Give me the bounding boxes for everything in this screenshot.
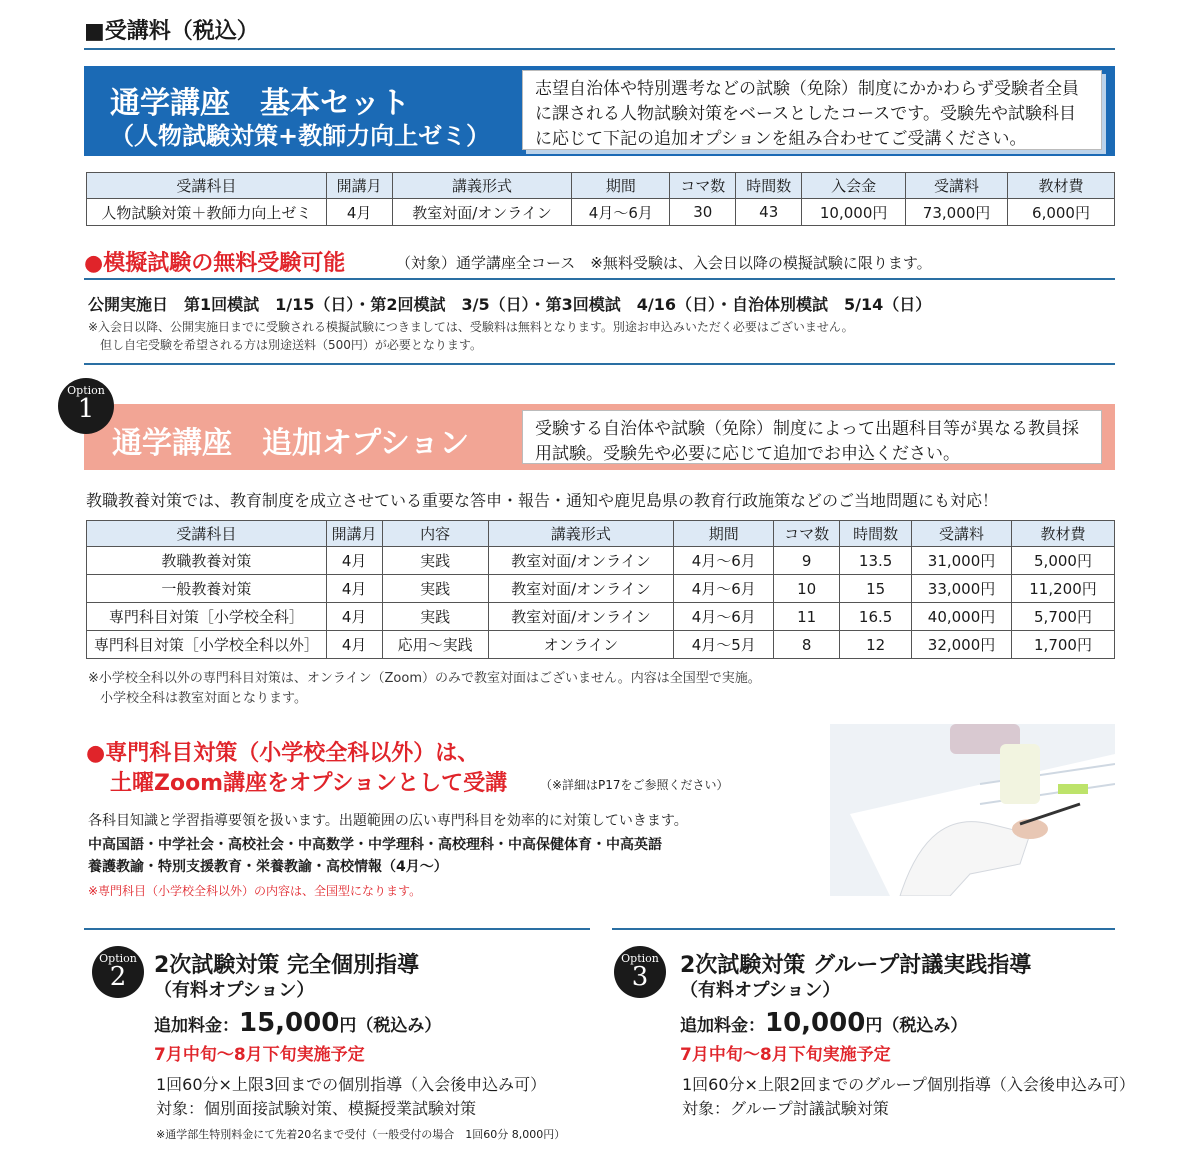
badge-label: Option: [621, 952, 659, 965]
table-cell: 教職教養対策: [87, 547, 327, 575]
table-cell: 4月: [326, 631, 382, 659]
table-cell: 73,000円: [906, 199, 1008, 226]
table-cell: 43: [736, 199, 802, 226]
table-row: [87, 199, 1115, 226]
divider: [84, 278, 1115, 280]
fee-amount: 10,000: [765, 1008, 866, 1038]
table-cell: 4月: [326, 575, 382, 603]
option2-detail: 1回60分×上限3回までの個別指導（入会後申込み可）: [156, 1075, 547, 1094]
table-cell: 4月: [326, 547, 382, 575]
header-cell: 期間: [572, 173, 670, 199]
table-cell: 4月〜5月: [674, 631, 774, 659]
header-cell: 時間数: [840, 521, 912, 547]
fee-unit: 円（税込み）: [339, 1016, 442, 1036]
basic-description: 志望自治体や特別選考などの試験（免除）制度にかかわらず受験者全員に課される人物試験対策をベースとしたコースです。受験先や試験科目に応じて下記の追加オプションを組み合わせてご受講ください。: [522, 70, 1102, 150]
table-cell: 教室対面/オンライン: [488, 575, 674, 603]
table-cell: 13.5: [840, 547, 912, 575]
mock-subtitle: （対象）通学講座全コース ※無料受験は、入会日以降の模擬試験に限ります。: [396, 254, 932, 272]
table-cell: 教室対面/オンライン: [392, 199, 572, 226]
table-cell: 一般教養対策: [87, 575, 327, 603]
table-cell: 4月〜6月: [674, 547, 774, 575]
table-cell: 8: [774, 631, 840, 659]
table-cell: 4月〜6月: [674, 575, 774, 603]
table-cell: 32,000円: [912, 631, 1012, 659]
table-cell: 1,700円: [1012, 631, 1115, 659]
table-row: [87, 603, 1115, 631]
mock-schedule: 公開実施日 第1回模試 1/15（日）・第2回模試 3/5（日）・第3回模試 4/16（日）・自治体別模試 5/14（日）: [88, 295, 932, 314]
header-cell: 受講料: [912, 521, 1012, 547]
option2-title: 2次試験対策 完全個別指導: [154, 953, 419, 978]
divider: [612, 928, 1115, 930]
header-cell: コマ数: [774, 521, 840, 547]
table-cell: 実践: [382, 547, 488, 575]
header-cell: 内容: [382, 521, 488, 547]
header-cell: 入会金: [802, 173, 906, 199]
table-cell: 11: [774, 603, 840, 631]
table-cell: 応用〜実践: [382, 631, 488, 659]
zoom-title: 土曜Zoom講座をオプションとして受講: [110, 771, 508, 796]
option1-note: 小学校全科は教室対面となります。: [100, 691, 307, 706]
basic-table-header: [87, 173, 1115, 199]
fee-unit: 円（税込み）: [865, 1016, 968, 1036]
study-photo: [830, 724, 1115, 896]
divider: [84, 48, 1115, 50]
table-cell: 33,000円: [912, 575, 1012, 603]
table-cell: 5,700円: [1012, 603, 1115, 631]
table-cell: 16.5: [840, 603, 912, 631]
basic-title: 通学講座 基本セット: [110, 86, 410, 121]
fee-label: 追加料金：: [154, 1016, 239, 1036]
option3-title: 2次試験対策 グループ討議実践指導: [680, 953, 1032, 978]
badge-number: 1: [77, 394, 95, 424]
header-cell: 期間: [674, 521, 774, 547]
table-cell: 教室対面/オンライン: [488, 603, 674, 631]
table-cell: 4月: [326, 199, 392, 226]
table-cell: 4月〜6月: [572, 199, 670, 226]
header-cell: 教材費: [1012, 521, 1115, 547]
header-cell: 受講科目: [87, 521, 327, 547]
header-cell: コマ数: [670, 173, 736, 199]
option3-schedule: 7月中旬〜8月下旬実施予定: [680, 1045, 891, 1065]
option3-detail: 1回60分×上限2回までのグループ個別指導（入会後申込み可）: [682, 1075, 1135, 1094]
option1-note: ※小学校全科以外の専門科目対策は、オンライン（Zoom）のみで教室対面はございません。内容は全国型で実施。: [88, 671, 761, 686]
zoom-subjects: 養護教諭・特別支援教育・栄養教諭・高校情報（4月〜）: [88, 859, 448, 875]
mock-title: ●模擬試験の無料受験可能: [84, 251, 346, 276]
header-cell: 開講月: [326, 173, 392, 199]
header-cell: 講義形式: [392, 173, 572, 199]
option1-title: 通学講座 追加オプション: [112, 426, 470, 461]
header-cell: 教材費: [1008, 173, 1115, 199]
option1-table: [86, 520, 1115, 659]
table-cell: 12: [840, 631, 912, 659]
header-cell: 講義形式: [488, 521, 674, 547]
table-cell: 5,000円: [1012, 547, 1115, 575]
badge-number: 3: [631, 962, 649, 992]
table-row: [87, 631, 1115, 659]
zoom-title: ●専門科目対策（小学校全科以外）は、: [86, 741, 480, 766]
table-cell: 人物試験対策＋教師力向上ゼミ: [87, 199, 327, 226]
option2-note: ※通学部生特別料金にて先着20名まで受付（一般受付の場合 1回60分 8,000円）: [156, 1128, 566, 1141]
table-cell: 10: [774, 575, 840, 603]
study-photo-illustration: [830, 724, 1115, 896]
table-cell: 実践: [382, 575, 488, 603]
mock-note: ※入会日以降、公開実施日までに受験される模擬試験につきましては、受験料は無料となります。別途お申込みいただく必要はございません。: [88, 320, 854, 334]
fee-amount: 15,000: [239, 1008, 340, 1038]
table-cell: 6,000円: [1008, 199, 1115, 226]
divider: [84, 928, 590, 930]
table-cell: オンライン: [488, 631, 674, 659]
option2-subtitle: （有料オプション）: [154, 980, 315, 1001]
basic-table: [86, 172, 1115, 226]
option3-fee: [680, 1008, 967, 1038]
option3-detail: 対象：グループ討議試験対策: [682, 1099, 889, 1118]
option2-badge: [92, 946, 144, 998]
header-cell: 時間数: [736, 173, 802, 199]
table-cell: 40,000円: [912, 603, 1012, 631]
option1-description: 受験する自治体や試験（免除）制度によって出題科目等が異なる教員採用試験。受験先や必要に応じて追加でお申込ください。: [522, 410, 1102, 464]
basic-subtitle: （人物試験対策+教師力向上ゼミ）: [110, 122, 491, 150]
table-cell: 9: [774, 547, 840, 575]
badge-label: Option: [67, 384, 105, 397]
option2-schedule: 7月中旬〜8月下旬実施予定: [154, 1045, 365, 1065]
badge-label: Option: [99, 952, 137, 965]
table-cell: 10,000円: [802, 199, 906, 226]
table-cell: 4月: [326, 603, 382, 631]
table-cell: 11,200円: [1012, 575, 1115, 603]
option2-fee: [154, 1008, 441, 1038]
zoom-subjects: 中高国語・中学社会・高校社会・中高数学・中学理科・高校理科・中高保健体育・中高英語: [88, 837, 662, 853]
table-row: [87, 547, 1115, 575]
option3-badge: [614, 946, 666, 998]
option1-table-header: [87, 521, 1115, 547]
mock-note: 但し自宅受験を希望される方は別途送料（500円）が必要となります。: [100, 338, 482, 352]
table-cell: 4月〜6月: [674, 603, 774, 631]
fee-label: 追加料金：: [680, 1016, 765, 1036]
option1-intro: 教職教養対策では、教育制度を成立させている重要な答申・報告・通知や鹿児島県の教育行政施策などのご当地問題にも対応！: [86, 491, 999, 510]
table-cell: 専門科目対策［小学校全科］: [87, 603, 327, 631]
option2-detail: 対象：個別面接試験対策、模擬授業試験対策: [156, 1099, 477, 1118]
option3-subtitle: （有料オプション）: [680, 980, 841, 1001]
table-cell: 30: [670, 199, 736, 226]
badge-number: 2: [109, 962, 127, 992]
table-row: [87, 575, 1115, 603]
section-title: ■受講料（税込）: [84, 19, 259, 44]
table-cell: 実践: [382, 603, 488, 631]
table-cell: 教室対面/オンライン: [488, 547, 674, 575]
table-cell: 15: [840, 575, 912, 603]
header-cell: 受講料: [906, 173, 1008, 199]
header-cell: 受講科目: [87, 173, 327, 199]
zoom-note: ※専門科目（小学校全科以外）の内容は、全国型になります。: [88, 884, 422, 898]
option1-badge: [58, 378, 114, 434]
table-cell: 31,000円: [912, 547, 1012, 575]
table-cell: 専門科目対策［小学校全科以外］: [87, 631, 327, 659]
zoom-body: 各科目知識と学習指導要領を扱います。出題範囲の広い専門科目を効率的に対策していきます。: [88, 813, 688, 829]
header-cell: 開講月: [326, 521, 382, 547]
zoom-ref: （※詳細はP17をご参照ください）: [540, 778, 729, 792]
divider: [84, 363, 1115, 365]
